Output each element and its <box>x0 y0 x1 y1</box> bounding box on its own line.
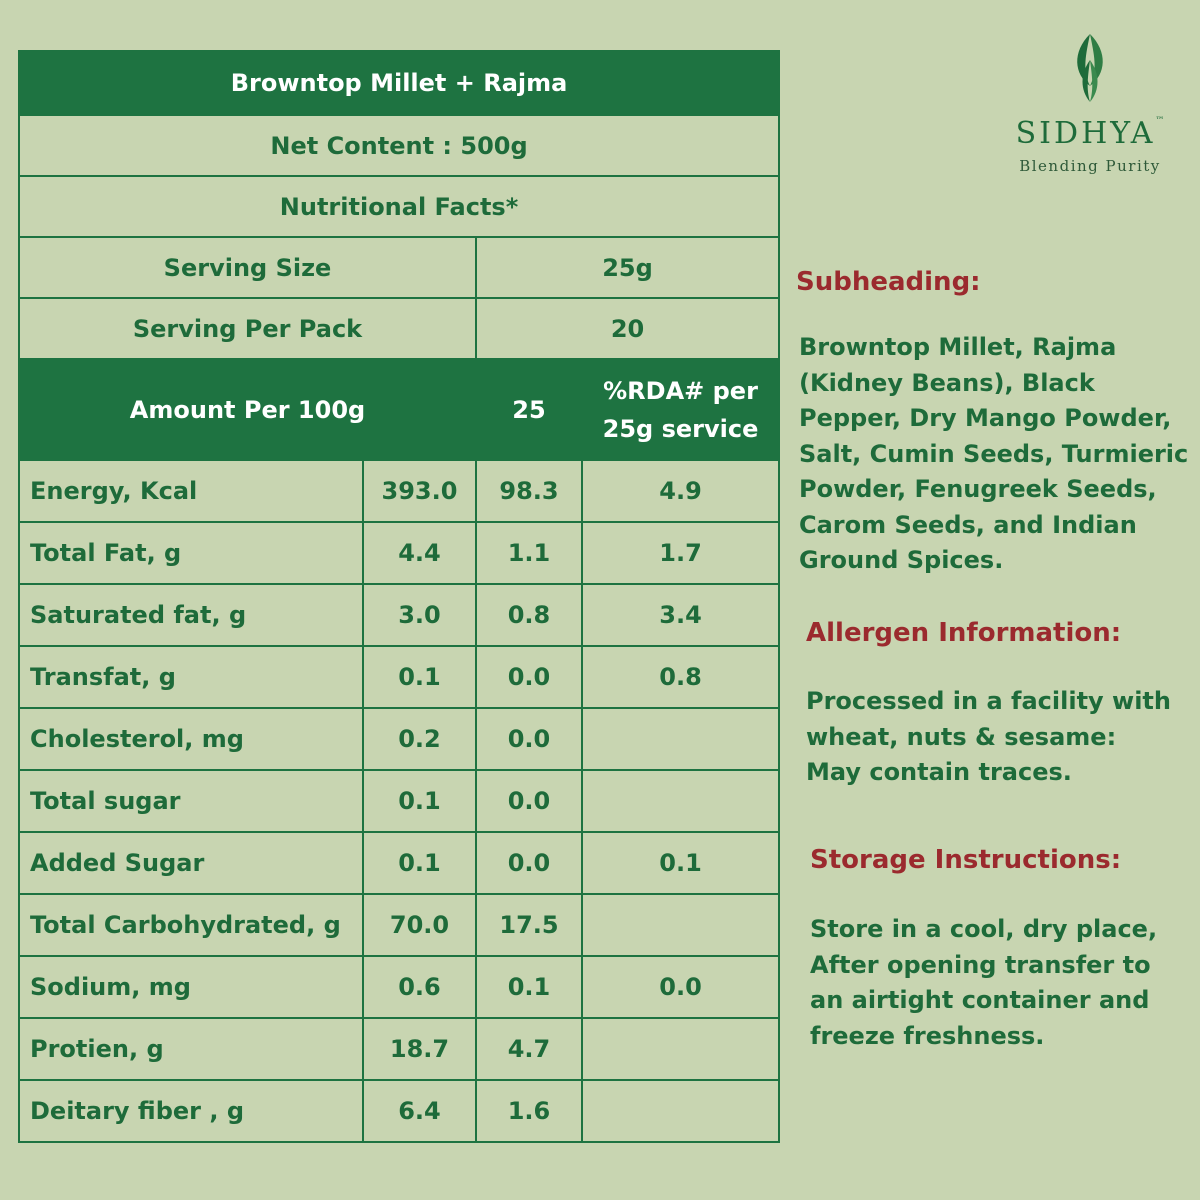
value-rda: 0.0 <box>582 956 779 1018</box>
serving-per-pack-value: 20 <box>476 298 779 359</box>
nutrient-name: Deitary fiber , g <box>19 1080 363 1142</box>
ingredients-line: (Kidney Beans), Black <box>799 368 1095 397</box>
storage-text <box>810 912 1157 1054</box>
nutrient-name: Total Fat, g <box>19 522 363 584</box>
storage-line: After opening transfer to <box>810 950 1151 979</box>
column-header-rda <box>582 359 779 460</box>
nutrient-row <box>19 1018 779 1080</box>
nutritional-facts-heading: Nutritional Facts* <box>19 176 779 237</box>
ingredients-line: Ground Spices. <box>799 546 1004 574</box>
value-per-25g: 4.7 <box>476 1018 582 1080</box>
rda-header-line2: 25g service <box>602 414 759 443</box>
ingredients-line: Pepper, Dry Mango Powder, <box>799 404 1172 432</box>
column-header-serving: 25 <box>476 359 582 460</box>
nutrient-name: Saturated fat, g <box>19 584 363 646</box>
ingredients-line: Salt, Cumin Seeds, Turmieric <box>799 439 1189 468</box>
value-per-100g: 393.0 <box>363 460 476 522</box>
brand-logo <box>1010 30 1170 180</box>
serving-size-label: Serving Size <box>19 237 476 298</box>
brand-name: SIDHYA™ <box>1015 116 1165 151</box>
allergen-line: May contain traces. <box>806 758 1072 786</box>
net-content: Net Content : 500g <box>19 115 779 176</box>
value-per-25g: 1.1 <box>476 522 582 584</box>
value-rda <box>582 894 779 956</box>
column-header-amount: Amount Per 100g <box>19 359 476 460</box>
ingredients-line: Powder, Fenugreek Seeds, <box>799 475 1157 503</box>
storage-line: an airtight container and <box>810 986 1150 1014</box>
value-per-100g: 6.4 <box>363 1080 476 1142</box>
nutrient-name: Total sugar <box>19 770 363 832</box>
value-per-25g: 1.6 <box>476 1080 582 1142</box>
nutrient-row <box>19 460 779 522</box>
serving-per-pack-label: Serving Per Pack <box>19 298 476 359</box>
value-rda: 0.1 <box>582 832 779 894</box>
allergen-heading: Allergen Information: <box>806 618 1122 648</box>
brand-tagline: Blending Purity <box>1019 157 1161 175</box>
value-per-25g: 0.0 <box>476 708 582 770</box>
nutrition-table <box>18 50 778 1143</box>
value-per-100g: 0.6 <box>363 956 476 1018</box>
value-rda: 1.7 <box>582 522 779 584</box>
value-per-100g: 0.1 <box>363 646 476 708</box>
value-per-100g: 18.7 <box>363 1018 476 1080</box>
nutrient-row <box>19 832 779 894</box>
nutrition-facts-table <box>18 50 780 1143</box>
value-per-100g: 0.1 <box>363 770 476 832</box>
nutrient-name: Protien, g <box>19 1018 363 1080</box>
storage-heading: Storage Instructions: <box>810 845 1122 875</box>
nutrient-row <box>19 1080 779 1142</box>
nutrient-name: Added Sugar <box>19 832 363 894</box>
nutrient-row <box>19 894 779 956</box>
value-per-100g: 70.0 <box>363 894 476 956</box>
value-rda: 3.4 <box>582 584 779 646</box>
value-per-100g: 0.1 <box>363 832 476 894</box>
serving-size-value: 25g <box>476 237 779 298</box>
value-rda: 4.9 <box>582 460 779 522</box>
nutrient-row <box>19 584 779 646</box>
nutrient-name: Energy, Kcal <box>19 460 363 522</box>
value-per-25g: 0.0 <box>476 770 582 832</box>
nutrient-row <box>19 770 779 832</box>
storage-line: freeze freshness. <box>810 1021 1045 1050</box>
value-rda: 0.8 <box>582 646 779 708</box>
value-rda <box>582 708 779 770</box>
value-per-100g: 0.2 <box>363 708 476 770</box>
value-per-25g: 0.0 <box>476 646 582 708</box>
allergen-line: wheat, nuts & sesame: <box>806 722 1117 751</box>
value-rda <box>582 1080 779 1142</box>
storage-line: Store in a cool, dry place, <box>810 915 1158 943</box>
ingredients-heading: Subheading: <box>796 267 981 297</box>
nutrient-name: Sodium, mg <box>19 956 363 1018</box>
nutrient-row <box>19 646 779 708</box>
value-per-25g: 0.1 <box>476 956 582 1018</box>
value-per-100g: 3.0 <box>363 584 476 646</box>
nutrient-name: Transfat, g <box>19 646 363 708</box>
ingredients-text <box>799 330 1188 579</box>
allergen-line: Processed in a facility with <box>806 687 1171 715</box>
leaf-flame-icon <box>1060 30 1120 110</box>
nutrient-rows <box>19 460 779 1142</box>
rda-header-line1: %RDA# per <box>603 376 758 405</box>
ingredients-line: Browntop Millet, Rajma <box>799 333 1117 361</box>
value-per-25g: 0.8 <box>476 584 582 646</box>
nutrient-row <box>19 522 779 584</box>
nutrient-row <box>19 708 779 770</box>
value-per-25g: 0.0 <box>476 832 582 894</box>
value-rda <box>582 770 779 832</box>
nutrient-name: Cholesterol, mg <box>19 708 363 770</box>
ingredients-line: Carom Seeds, and Indian <box>799 510 1137 539</box>
nutrient-name: Total Carbohydrated, g <box>19 894 363 956</box>
value-per-100g: 4.4 <box>363 522 476 584</box>
value-per-25g: 17.5 <box>476 894 582 956</box>
value-per-25g: 98.3 <box>476 460 582 522</box>
nutrient-row <box>19 956 779 1018</box>
product-title: Browntop Millet + Rajma <box>19 51 779 115</box>
value-rda <box>582 1018 779 1080</box>
allergen-text <box>806 684 1171 791</box>
trademark-symbol: ™ <box>1155 116 1165 126</box>
